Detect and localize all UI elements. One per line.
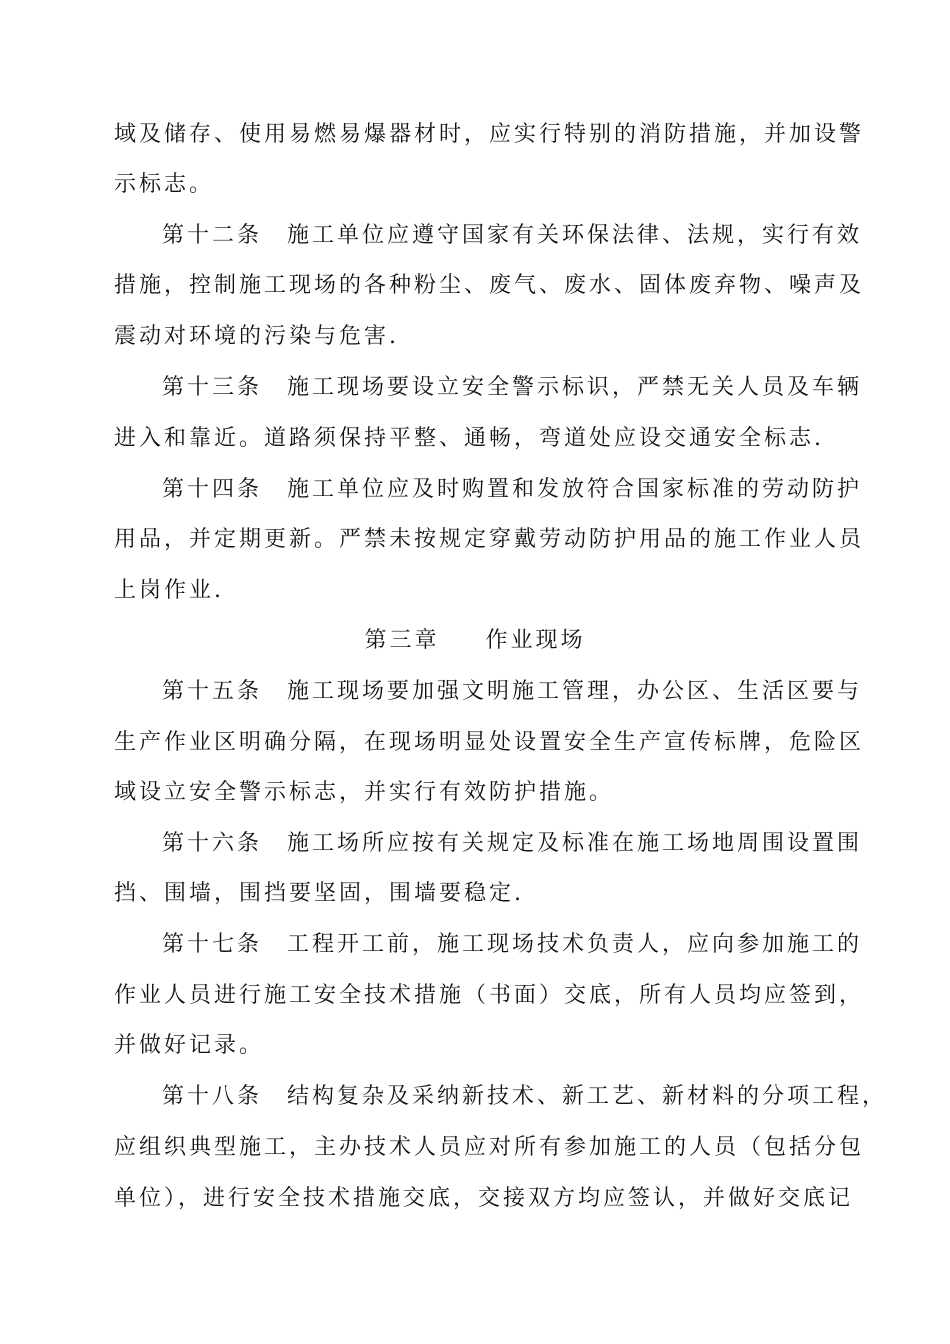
article-13-line: 第十三条 施工现场要设立安全警示标识，严禁无关人员及车辆 [162, 375, 863, 400]
chapter-title: 作业现场 [485, 628, 586, 653]
article-17-line: 第十七条 工程开工前，施工现场技术负责人，应向参加施工的 [162, 932, 863, 957]
text-line: 并做好记录。 [114, 1033, 265, 1058]
article-16-line: 第十六条 施工场所应按有关规定及标准在施工场地周围设置围 [162, 831, 863, 856]
text-line: 进入和靠近。道路须保持平整、通畅，弯道处应设交通安全标志. [114, 426, 824, 451]
article-14-line: 第十四条 施工单位应及时购置和发放符合国家标准的劳动防护 [162, 477, 863, 502]
chapter-number: 第三章 [364, 628, 440, 653]
text-line: 域设立安全警示标志，并实行有效防护措施。 [114, 780, 615, 805]
article-12-line: 第十二条 施工单位应遵守国家有关环保法律、法规，实行有效 [162, 223, 863, 248]
chapter-heading [0, 626, 950, 656]
text-line: 单位），进行安全技术措施交底，交接双方均应签认，并做好交底记 [114, 1186, 854, 1211]
text-line: 作业人员进行施工安全技术措施（书面）交底，所有人员均应签到， [114, 983, 865, 1008]
text-line: 生产作业区明确分隔，在现场明显处设置安全生产宣传标牌，危险区 [114, 730, 865, 755]
text-line: 示标志。 [114, 172, 215, 197]
text-line: 挡、围墙，围挡要坚固，围墙要稳定. [114, 881, 524, 906]
text-line: 上岗作业. [114, 578, 224, 603]
article-18-line: 第十八条 结构复杂及采纳新技术、新工艺、新材料的分项工程， [162, 1084, 888, 1109]
text-line: 措施，控制施工现场的各种粉尘、废气、废水、固体废弃物、噪声及 [114, 273, 865, 298]
text-line: 用品，并定期更新。严禁未按规定穿戴劳动防护用品的施工作业人员 [114, 527, 865, 552]
text-line: 域及储存、使用易燃易爆器材时，应实行特别的消防措施，并加设警 [114, 122, 865, 147]
text-line: 应组织典型施工，主办技术人员应对所有参加施工的人员（包括分包 [114, 1135, 865, 1160]
article-15-line: 第十五条 施工现场要加强文明施工管理，办公区、生活区要与 [162, 679, 863, 704]
text-line: 震动对环境的污染与危害. [114, 324, 399, 349]
